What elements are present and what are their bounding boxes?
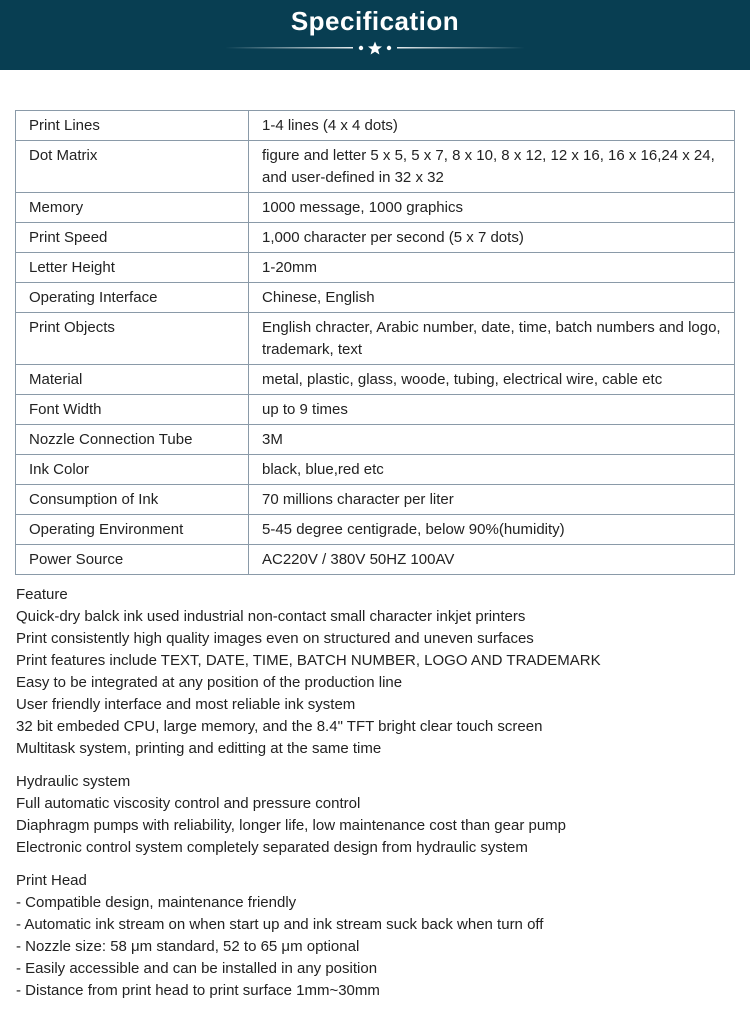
list-item: Full automatic viscosity control and pressure control	[16, 795, 361, 812]
spec-value: figure and letter 5 x 5, 5 x 7, 8 x 10, 8 x 12, 12 x 16, 16 x 16,24 x 24, and user-defined in 32 x 32	[249, 141, 735, 193]
list-item: - Automatic ink stream on when start up and ink stream suck back when turn off	[16, 916, 544, 933]
table-row	[16, 141, 735, 193]
section-title: Print Head	[16, 872, 87, 889]
list-item: Electronic control system completely separated design from hydraulic system	[16, 839, 528, 856]
specification-table	[15, 110, 735, 575]
spec-label: Print Lines	[16, 111, 249, 141]
notes-section	[16, 870, 736, 1002]
list-item: 32 bit embeded CPU, large memory, and the 8.4" TFT bright clear touch screen	[16, 718, 543, 735]
spec-value: 1-4 lines (4 x 4 dots)	[249, 111, 735, 141]
list-item: Diaphragm pumps with reliability, longer life, low maintenance cost than gear pump	[16, 817, 566, 834]
table-row	[16, 395, 735, 425]
list-item: - Compatible design, maintenance friendly	[16, 894, 297, 911]
spec-value: 5-45 degree centigrade, below 90%(humidity)	[249, 515, 735, 545]
spec-value: Chinese, English	[249, 283, 735, 313]
table-row	[16, 515, 735, 545]
table-row	[16, 111, 735, 141]
list-item: User friendly interface and most reliable ink system	[16, 696, 356, 713]
list-item: - Easily accessible and can be installed in any position	[16, 960, 378, 977]
notes-section	[16, 584, 736, 760]
spec-label: Operating Environment	[16, 515, 249, 545]
spec-label: Material	[16, 365, 249, 395]
spec-value: metal, plastic, glass, woode, tubing, electrical wire, cable etc	[249, 365, 735, 395]
spec-label: Print Objects	[16, 313, 249, 365]
spec-label: Font Width	[16, 395, 249, 425]
spec-label: Dot Matrix	[16, 141, 249, 193]
table-row	[16, 253, 735, 283]
spec-label: Nozzle Connection Tube	[16, 425, 249, 455]
table-row	[16, 545, 735, 575]
feature-notes	[16, 584, 736, 1013]
table-row	[16, 223, 735, 253]
list-item: Print features include TEXT, DATE, TIME, BATCH NUMBER, LOGO AND TRADEMARK	[16, 652, 601, 669]
spec-value: black, blue,red etc	[249, 455, 735, 485]
section-title: Feature	[16, 586, 68, 603]
list-item: Quick-dry balck ink used industrial non-contact small character inkjet printers	[16, 608, 526, 625]
spec-value: 1,000 character per second (5 x 7 dots)	[249, 223, 735, 253]
spec-label: Operating Interface	[16, 283, 249, 313]
spec-label: Letter Height	[16, 253, 249, 283]
spec-value: up to 9 times	[249, 395, 735, 425]
spec-value: 1-20mm	[249, 253, 735, 283]
list-item: Print consistently high quality images even on structured and uneven surfaces	[16, 630, 534, 647]
spec-label: Ink Color	[16, 455, 249, 485]
star-divider-icon	[225, 40, 525, 56]
table-row	[16, 455, 735, 485]
spec-label: Memory	[16, 193, 249, 223]
list-item: - Nozzle size: 58 μm standard, 52 to 65 μm optional	[16, 938, 360, 955]
spec-label: Power Source	[16, 545, 249, 575]
spec-label: Consumption of Ink	[16, 485, 249, 515]
table-row	[16, 283, 735, 313]
spec-value: AC220V / 380V 50HZ 100AV	[249, 545, 735, 575]
spec-value: 3M	[249, 425, 735, 455]
section-title: Hydraulic system	[16, 773, 131, 790]
list-item: Easy to be integrated at any position of the production line	[16, 674, 403, 691]
list-item: Multitask system, printing and editting at the same time	[16, 740, 382, 757]
spec-label: Print Speed	[16, 223, 249, 253]
spec-value: English chracter, Arabic number, date, time, batch numbers and logo, trademark, text	[249, 313, 735, 365]
table-row	[16, 485, 735, 515]
spec-value: 70 millions character per liter	[249, 485, 735, 515]
notes-section	[16, 771, 736, 859]
list-item: - Distance from print head to print surface 1mm~30mm	[16, 982, 380, 999]
table-row	[16, 193, 735, 223]
table-row	[16, 425, 735, 455]
table-row	[16, 365, 735, 395]
table-row	[16, 313, 735, 365]
header-banner	[0, 0, 750, 70]
page-title: Specification	[290, 6, 460, 36]
spec-value: 1000 message, 1000 graphics	[249, 193, 735, 223]
